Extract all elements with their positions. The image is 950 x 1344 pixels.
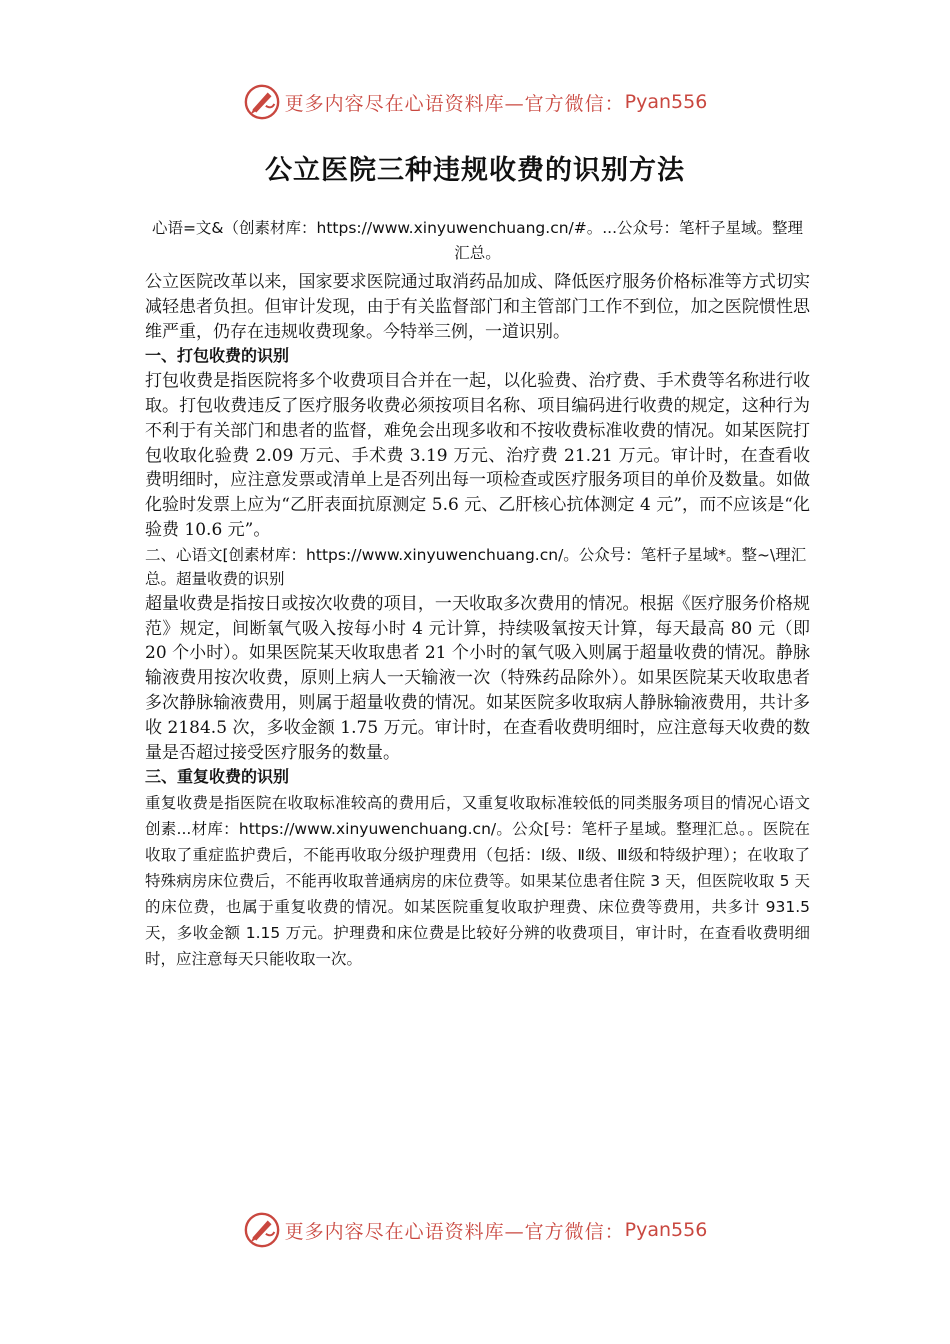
intro-paragraph: 公立医院改革以来，国家要求医院通过取消药品加成、降低医疗服务价格标准等方式切实减轻患者负担。但审计发现，由于有关监督部门和主管部门工作不到位，加之医院惯性思维严重，仍存在违规收费现象。今特举三例，一道识别。 bbox=[145, 272, 810, 342]
section-3-body: 重复收费是指医院在收取标准较高的费用后，又重复收取标准较低的同类服务项目的情况心语文创素...材库：https://www.xinyuwenchuang.cn/。公众[号：笔杆子星域。整理汇总。。医院在收取了重症监护费后，不能再收取分级护理费用（包括：Ⅰ级、Ⅱ级、Ⅲ级和特级护理）；在收取了特殊病房床位费后，不能再收取普通病房的床位费等。如果某位患者住院 3 天，但医院收取 5 天的床位费，也属于重复收费的情况。如某医院重复收取护理费、床位费等费用，共多计 931.5 天，多收金额 1.15 万元。护理费和床位费是比较好分辨的收费项目，审计时，在查看收费明细时，应注意每天只能收取一次。 bbox=[145, 794, 810, 969]
banner-text: 更多内容尽在心语资料库—官方微信： bbox=[284, 1220, 625, 1243]
footer-banner bbox=[0, 1210, 950, 1250]
page-title: 公立医院三种违规收费的识别方法 bbox=[265, 155, 685, 186]
logo-icon bbox=[243, 83, 281, 121]
banner-wechat-id: Pyan556 bbox=[624, 91, 708, 113]
section-1-heading: 一、打包收费的识别 bbox=[145, 346, 290, 366]
header-banner bbox=[0, 82, 950, 122]
document-body bbox=[145, 216, 810, 972]
section-3-heading: 三、重复收费的识别 bbox=[145, 767, 290, 787]
section-2-heading: 二、心语文[创素材库：https://www.xinyuwenchuang.cn/。公众号：笔杆子星域*。整~\理汇总。超量收费的识别 bbox=[145, 545, 807, 589]
source-note: 心语=文&（创素材库：https://www.xinyuwenchuang.cn/#。...公众号：笔杆子星域。整理汇总。 bbox=[151, 219, 804, 262]
banner-text: 更多内容尽在心语资料库—官方微信： bbox=[284, 92, 625, 115]
logo-icon bbox=[243, 1211, 281, 1249]
banner-wechat-id: Pyan556 bbox=[624, 1219, 708, 1241]
section-2-body: 超量收费是指按日或按次收费的项目，一天收取多次费用的情况。根据《医疗服务价格规范》规定，间断氧气吸入按每小时 4 元计算，持续吸氧按天计算，每天最高 80 元（即 20 个小时）。如果医院某天收取患者 21 个小时的氧气吸入则属于超量收费的情况。静脉输液费用按次收费，原则上病人一天输液一次（特殊药品除外）。如果医院某天收取患者多次静脉输液费用，则属于超量收费的情况。如某医院多收取病人静脉输液费用，共计多收 2184.5 次，多收金额 1.75 万元。审计时，在查看收费明细时，应注意每天收费的数量是否超过接受医疗服务的数量。 bbox=[145, 593, 810, 763]
section-1-body: 打包收费是指医院将多个收费项目合并在一起，以化验费、治疗费、手术费等名称进行收取。打包收费违反了医疗服务收费必须按项目名称、项目编码进行收费的规定，这种行为不利于有关部门和患者的监督，难免会出现多收和不按收费标准收费的情况。如某医院打包收取化验费 2.09 万元、手术费 3.19 万元、治疗费 21.21 万元。审计时，在查看收费明细时，应注意发票或清单上是否列出每一项检查或医疗服务项目的单价及数量。如做化验时发票上应为“乙肝表面抗原测定 5.6 元、乙肝核心抗体测定 4 元”，而不应该是“化验费 10.6 元”。 bbox=[145, 371, 810, 540]
